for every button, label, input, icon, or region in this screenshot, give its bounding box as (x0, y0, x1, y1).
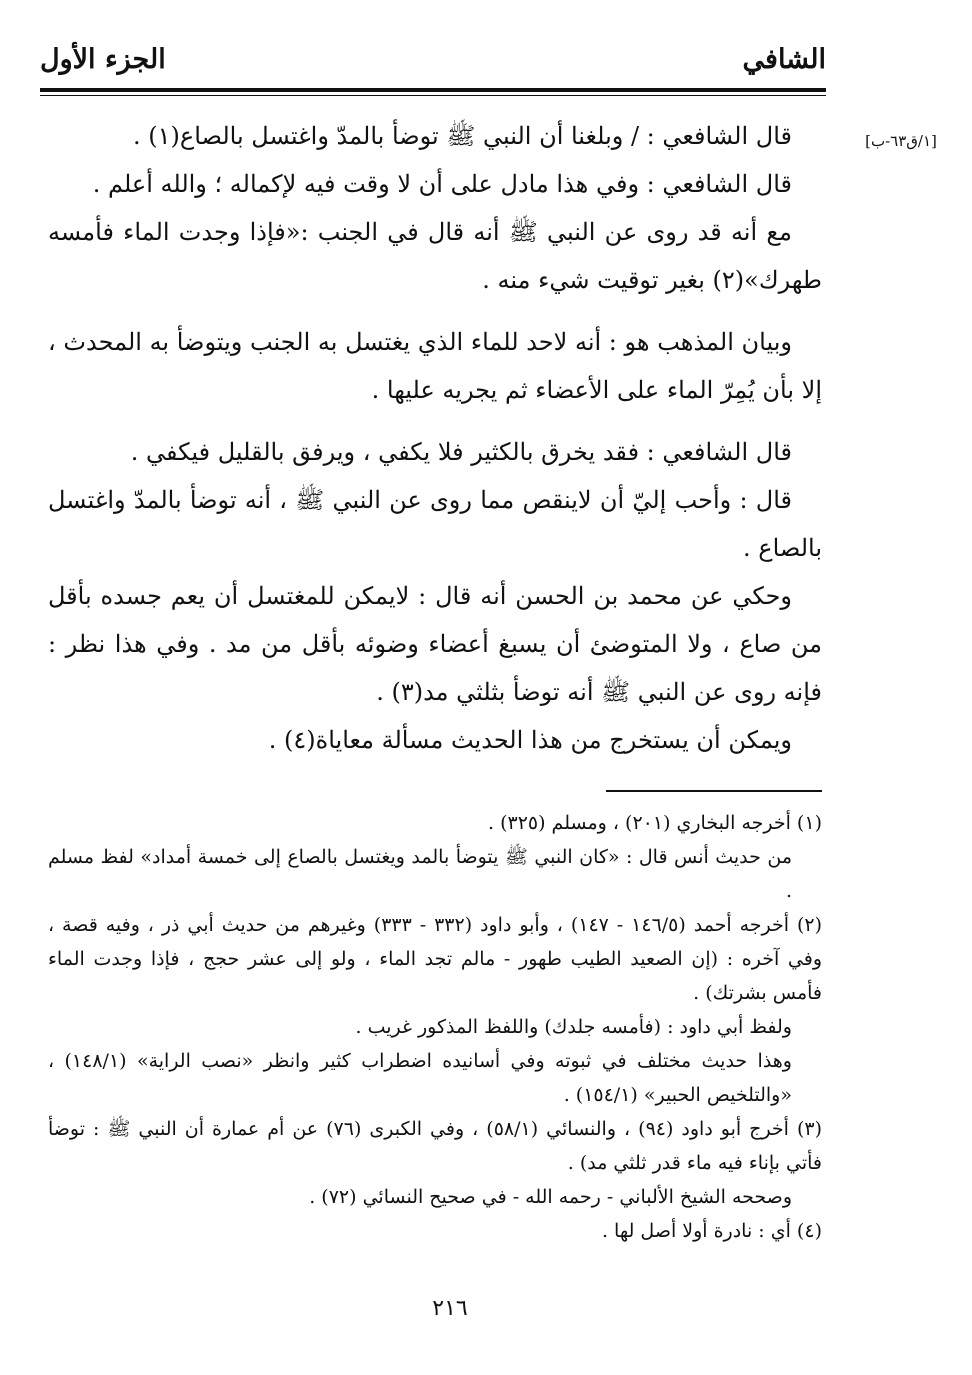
paragraph: قال : وأحب إليّ أن لاينقص مما روى عن النبي ﷺ ، أنه توضأ بالمدّ واغتسل بالصاع . (48, 486, 822, 562)
footnote: (٤) أي : نادرة أولا أصل لها . (601, 1220, 822, 1242)
footnote-separator (606, 790, 822, 792)
footnote-continuation: من حديث أنس قال : «كان النبي ﷺ يتوضأ بالمد ويغتسل بالصاع إلى خمسة أمداد» لفظ مسلم . (48, 846, 792, 902)
paragraph: مع أنه قد روى عن النبي ﷺ أنه قال في الجنب :«فإذا وجدت الماء فأمسه طهرك»(٢) بغير توقيت شيء منه . (48, 218, 822, 294)
paragraph: قال الشافعي : / وبلغنا أن النبي ﷺ توضأ بالمدّ واغتسل بالصاع(١) . (133, 122, 792, 150)
footnote: (٢) أخرجه أحمد (١٤٦/٥ - ١٤٧) ، وأبو داود (٣٣٢ - ٣٣٣) وغيرهم من حديث أبي ذر ، وفيه قصة ، وفي آخره : (إن الصعيد الطيب طهور - مالم تجد الماء ، ولو إلى عشر حجج ، فإذا وجدت الماء فأمس بشرتك) . (48, 914, 823, 1004)
paragraph: وحكي عن محمد بن الحسن أنه قال : لايمكن للمغتسل أن يعم جسده بأقل من صاع ، ولا المتوضئ أن يسبغ أعضاء وضوئه بأقل من مد . وفي هذا نظر : فإنه روى عن النبي ﷺ أنه توضأ بثلثي مد(٣) . (48, 582, 822, 706)
header-rule-thick (40, 88, 826, 92)
running-header (40, 38, 826, 86)
header-rule-thin (40, 95, 826, 96)
footnote-continuation: وهذا حديث مختلف في ثبوته وفي أسانيده اضطراب كثير وانظر «نصب الراية» (١٤٨/١) ، «والتلخيص الحبير» (١٥٤/١) . (48, 1050, 792, 1106)
footnotes (48, 806, 822, 1248)
manuscript-folio-note: [١/ق٦٣-ب] (865, 132, 937, 150)
book-title: الشافي (742, 44, 826, 75)
footnote-continuation: ولفظ أبي داود : (فأمسه جلدك) واللفظ المذكور غريب . (355, 1016, 792, 1038)
paragraph: ويمكن أن يستخرج من هذا الحديث مسألة معاياة(٤) . (268, 726, 792, 754)
paragraph: قال الشافعي : فقد يخرق بالكثير فلا يكفي ، ويرفق بالقليل فيكفي . (130, 438, 792, 466)
main-text (48, 112, 822, 764)
footnote: (٣) أخرج أبو داود (٩٤) ، والنسائي (٥٨/١) ، وفي الكبرى (٧٦) عن أم عمارة أن النبي ﷺ : توضأ فأتي بإناء فيه ماء قدر ثلثي مد) . (48, 1118, 823, 1174)
footnote-continuation: وصححه الشيخ الألباني - رحمه الله - في صحيح النسائي (٧٢) . (309, 1186, 792, 1208)
page-number: ٢١٦ (432, 1296, 468, 1321)
footnote: (١) أخرجه البخاري (٢٠١) ، ومسلم (٣٢٥) . (487, 812, 822, 834)
paragraph: قال الشافعي : وفي هذا مادل على أن لا وقت فيه لإكماله ؛ والله أعلم . (92, 170, 792, 198)
volume-label: الجزء الأول (40, 44, 166, 75)
paragraph: وبيان المذهب هو : أنه لاحد للماء الذي يغتسل به الجنب ويتوضأ به المحدث ، إلا بأن يُمِرّ الماء على الأعضاء ثم يجريه عليها . (48, 328, 822, 404)
